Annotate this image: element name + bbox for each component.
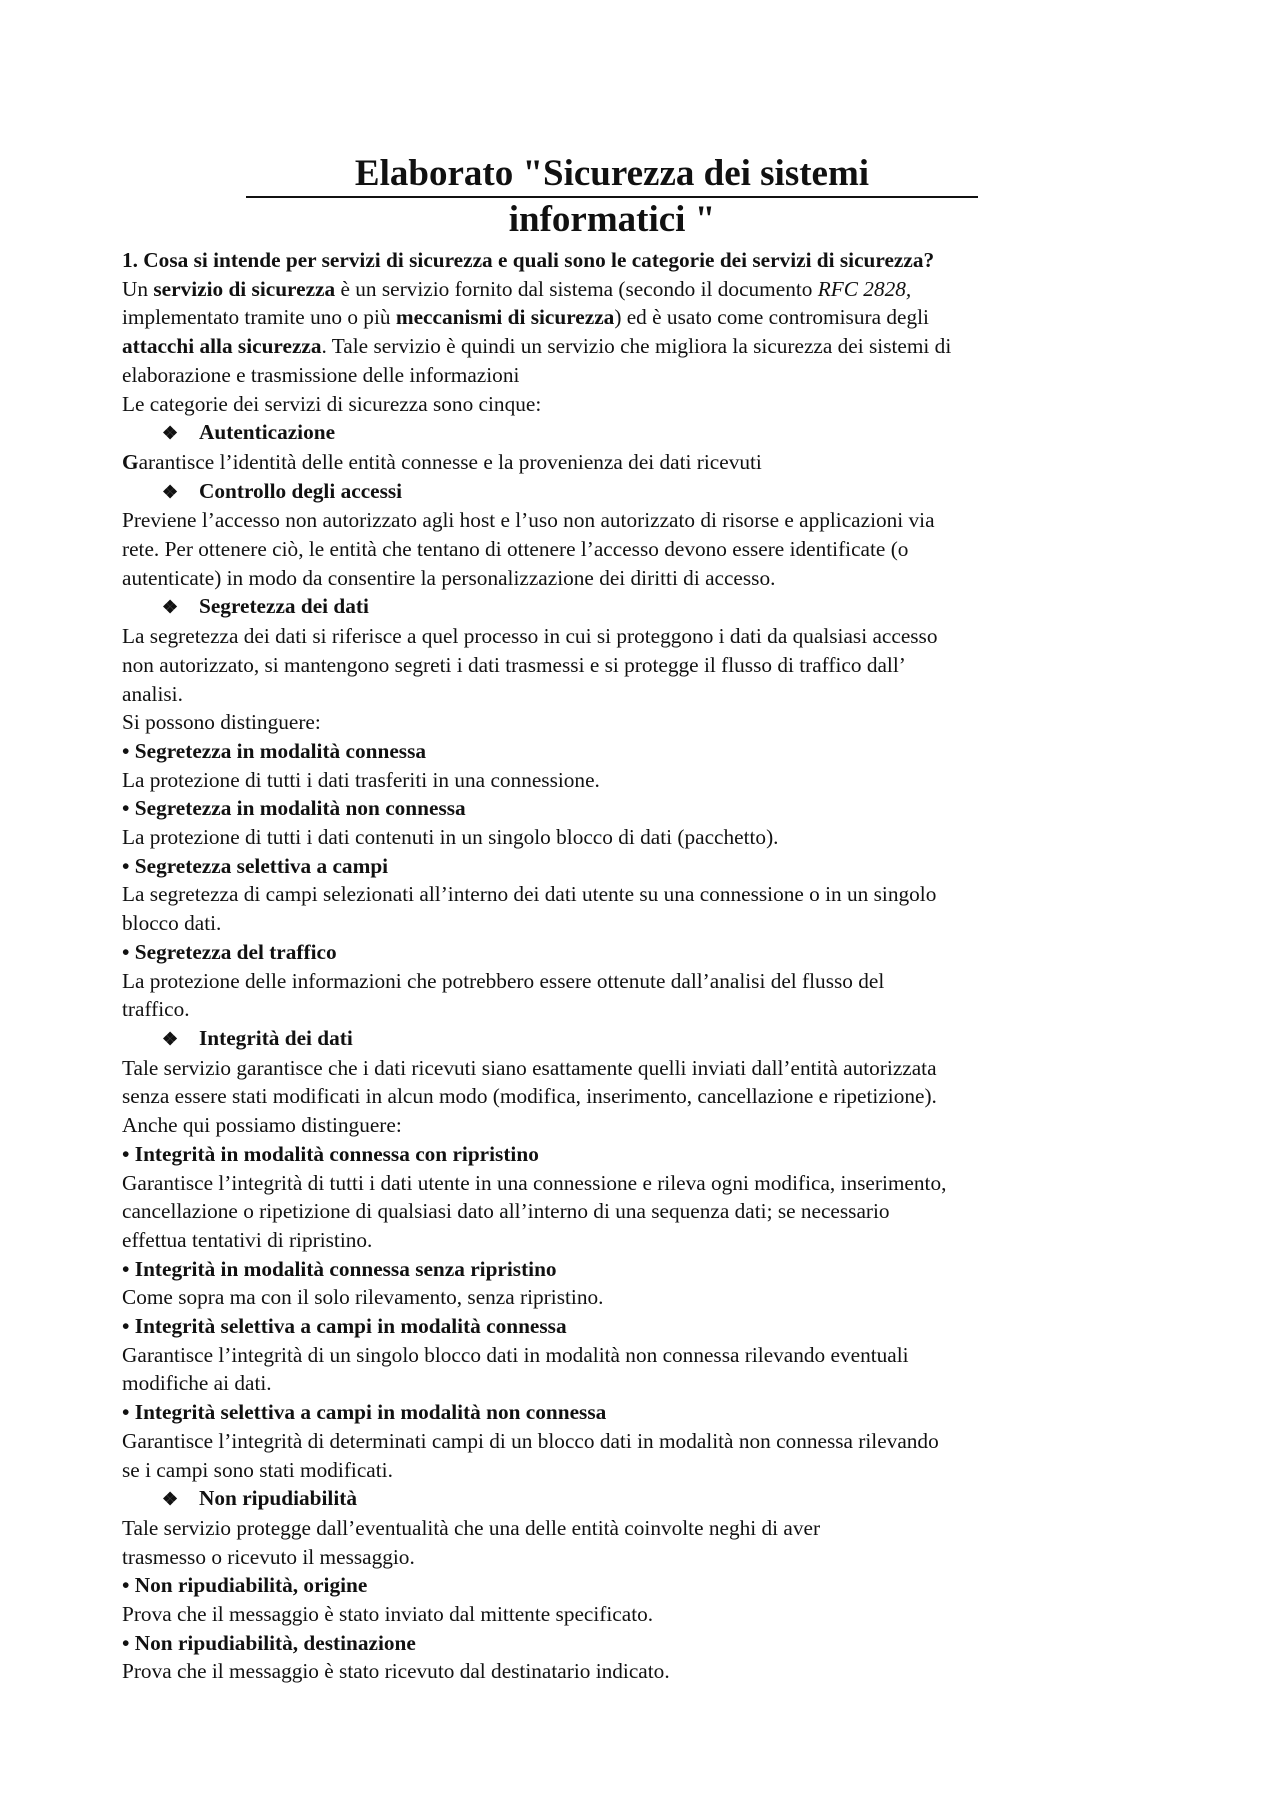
- bullet-text-sec-4-line-1: La protezione delle informazioni che potrebbero essere ottenute dall’analisi del flusso del: [122, 968, 885, 993]
- text-span: . Tale servizio è quindi un servizio che migliora la sicurezza dei sistemi di: [321, 334, 952, 359]
- document-page: [122, 152, 1102, 1686]
- bullet-heading-int-2: • Integrità in modalità connessa senza ripristino: [122, 1256, 557, 1281]
- intro-line-3: [122, 332, 1102, 361]
- title-line-1: Elaborato "Sicurezza dei sistemi: [246, 152, 978, 198]
- bullet-text-int-1-line-1: Garantisce l’integrità di tutti i dati utente in una connessione e rileva ogni modifica, inserimento,: [122, 1170, 947, 1195]
- intro-line-4: elaborazione e trasmissione delle informazioni: [122, 362, 520, 387]
- diamond-bullet-icon: ❖: [162, 1489, 179, 1510]
- diamond-bullet-icon: ❖: [162, 597, 179, 618]
- bullet-text-int-3-line-2: modifiche ai dati.: [122, 1371, 272, 1396]
- bold-term: servizio di sicurezza: [153, 276, 336, 301]
- heading-text: Segretezza dei dati: [199, 594, 369, 619]
- question-heading: 1. Cosa si intende per servizi di sicurezza e quali sono le categorie dei servizi di sicurezza?: [122, 248, 935, 272]
- intro-line-2: [122, 303, 1102, 332]
- text-span: Un: [122, 276, 154, 301]
- secrecy-line-3: analisi.: [122, 681, 183, 706]
- bullet-text-sec-4-line-2: traffico.: [122, 997, 190, 1022]
- heading-text: Integrità dei dati: [199, 1025, 353, 1050]
- heading-text: Controllo degli accessi: [199, 478, 403, 503]
- italic-term: RFC 2828,: [817, 276, 912, 301]
- bullet-text-int-1-line-3: effettua tentativi di ripristino.: [122, 1227, 373, 1252]
- intro-line-1: [122, 275, 1102, 304]
- bullet-text-int-4-line-2: se i campi sono stati modificati.: [122, 1457, 393, 1482]
- secrecy-line-2: non autorizzato, si mantengono segreti i dati trasmessi e si protegge il flusso di traffico dall’: [122, 652, 906, 677]
- integrity-line-2: senza essere stati modificati in alcun modo (modifica, inserimento, cancellazione e ripetizione).: [122, 1084, 937, 1109]
- bold-term: attacchi alla sicurezza: [122, 334, 322, 359]
- text-span: arantisce l’identità delle entità connesse e la provenienza dei dati ricevuti: [138, 449, 762, 474]
- diamond-bullet-icon: ❖: [162, 481, 179, 502]
- bullet-heading-int-1: • Integrità in modalità connessa con ripristino: [122, 1141, 539, 1166]
- access-line-1: Previene l’accesso non autorizzato agli host e l’uso non autorizzato di risorse e applicazioni via: [122, 508, 935, 533]
- bullet-heading-sec-2: • Segretezza in modalità non connessa: [122, 796, 466, 821]
- section-heading-controllo-accessi: [122, 477, 1102, 507]
- heading-text: Non ripudiabilità: [199, 1486, 358, 1511]
- heading-text: Autenticazione: [199, 420, 336, 445]
- bullet-text-sec-1: La protezione di tutti i dati trasferiti in una connessione.: [122, 767, 600, 792]
- bullet-text-sec-3-line-2: blocco dati.: [122, 911, 222, 936]
- bullet-text-int-1-line-2: cancellazione o ripetizione di qualsiasi dato all’interno di una sequenza dati; se necessario: [122, 1199, 890, 1224]
- secrecy-line-4: Si possono distinguere:: [122, 710, 321, 735]
- document-title: [122, 152, 1102, 242]
- title-line-2: informatici ": [508, 199, 716, 240]
- bullet-text-nr-1: Prova che il messaggio è stato inviato dal mittente specificato.: [122, 1602, 654, 1627]
- bullet-text-sec-2: La protezione di tutti i dati contenuti in un singolo blocco di dati (pacchetto).: [122, 825, 779, 850]
- bullet-heading-sec-1: • Segretezza in modalità connessa: [122, 738, 427, 763]
- bullet-heading-int-4: • Integrità selettiva a campi in modalità non connessa: [122, 1400, 607, 1425]
- text-span: è un servizio fornito dal sistema (secondo il documento: [335, 276, 818, 301]
- bold-initial: G: [122, 449, 139, 474]
- bullet-text-nr-2: Prova che il messaggio è stato ricevuto dal destinatario indicato.: [122, 1659, 670, 1684]
- diamond-bullet-icon: ❖: [162, 423, 179, 444]
- integrity-line-1: Tale servizio garantisce che i dati ricevuti siano esattamente quelli inviati dall’entità autorizzata: [122, 1055, 937, 1080]
- bold-term: meccanismi di sicurezza: [395, 305, 615, 330]
- section-heading-non-ripudiabilita: [122, 1484, 1102, 1514]
- access-line-3: autenticate) in modo da consentire la personalizzazione dei diritti di accesso.: [122, 565, 776, 590]
- bullet-heading-nr-2: • Non ripudiabilità, destinazione: [122, 1630, 416, 1655]
- section-heading-segretezza: [122, 592, 1102, 622]
- access-line-2: rete. Per ottenere ciò, le entità che tentano di ottenere l’accesso devono essere identificate (o: [122, 537, 909, 562]
- bullet-text-int-2: Come sopra ma con il solo rilevamento, senza ripristino.: [122, 1285, 604, 1310]
- diamond-bullet-icon: ❖: [162, 1028, 179, 1049]
- section-heading-autenticazione: [122, 418, 1102, 448]
- bullet-heading-sec-3: • Segretezza selettiva a campi: [122, 853, 389, 878]
- nonrep-line-1: Tale servizio protegge dall’eventualità che una delle entità coinvolte neghi di aver: [122, 1515, 821, 1540]
- intro-line-5: Le categorie dei servizi di sicurezza sono cinque:: [122, 391, 542, 416]
- auth-text: [122, 448, 1102, 477]
- integrity-line-3: Anche qui possiamo distinguere:: [122, 1113, 402, 1138]
- nonrep-line-2: trasmesso o ricevuto il messaggio.: [122, 1544, 415, 1569]
- bullet-heading-int-3: • Integrità selettiva a campi in modalità connessa: [122, 1314, 567, 1339]
- secrecy-line-1: La segretezza dei dati si riferisce a quel processo in cui si proteggono i dati da qualsiasi accesso: [122, 624, 938, 649]
- bullet-heading-sec-4: • Segretezza del traffico: [122, 939, 337, 964]
- bullet-text-int-4-line-1: Garantisce l’integrità di determinati campi di un blocco dati in modalità non connessa rilevando: [122, 1428, 939, 1453]
- bullet-heading-nr-1: • Non ripudiabilità, origine: [122, 1573, 368, 1598]
- section-heading-integrita: [122, 1024, 1102, 1054]
- bullet-text-int-3-line-1: Garantisce l’integrità di un singolo blocco dati in modalità non connessa rilevando eventuali: [122, 1342, 909, 1367]
- text-span: implementato tramite uno o più: [122, 305, 396, 330]
- text-span: ) ed è usato come contromisura degli: [614, 305, 929, 330]
- bullet-text-sec-3-line-1: La segretezza di campi selezionati all’interno dei dati utente su una connessione o in un singolo: [122, 882, 937, 907]
